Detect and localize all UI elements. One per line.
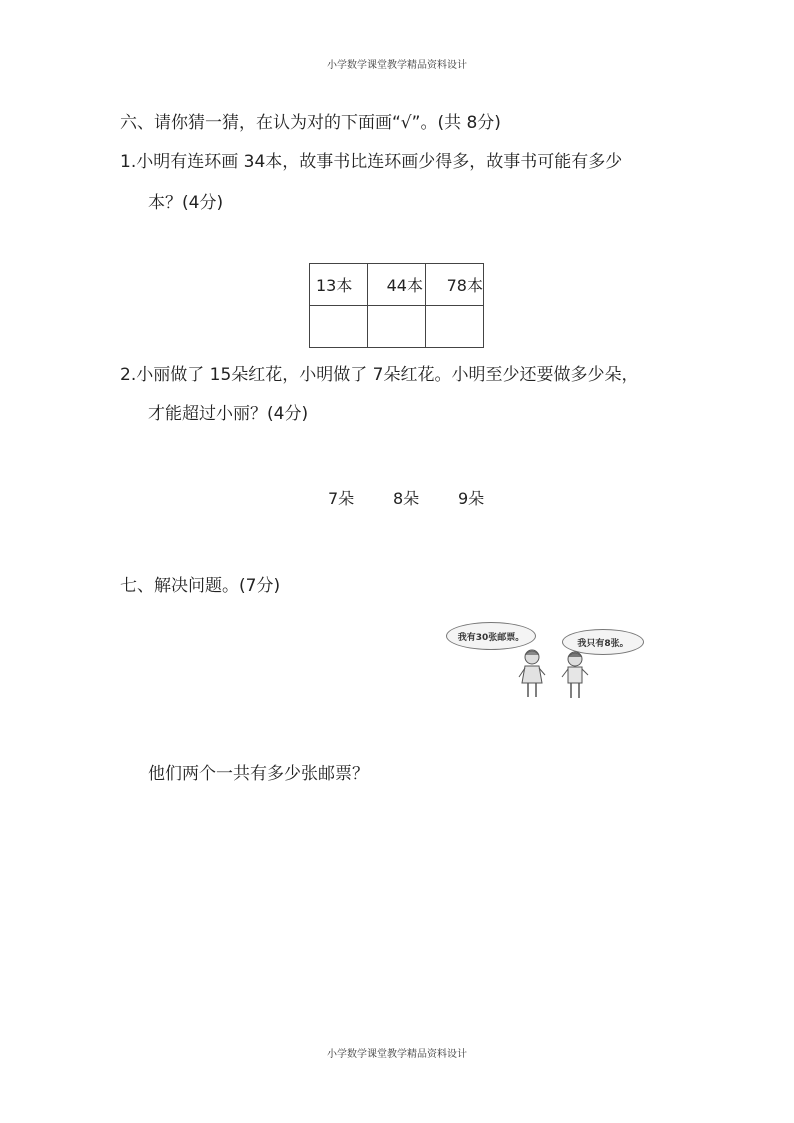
answer-cell[interactable] xyxy=(368,306,426,348)
option-label: 78本 xyxy=(446,276,483,295)
question-2-option-2: 8朵 xyxy=(393,489,420,508)
page-header: 小学数学课堂教学精品资料设计 xyxy=(327,60,467,71)
question-1-line-1: 1.小明有连环画 34本，故事书比连环画少得多，故事书可能有多少 xyxy=(120,152,623,172)
answer-cell[interactable] xyxy=(426,306,484,348)
question-2-line-2: 才能超过小丽？(4分) xyxy=(148,404,309,424)
answer-cell[interactable] xyxy=(310,306,368,348)
question-1-choice-table xyxy=(309,263,484,348)
section-7-title: 七、解决问题。(7分) xyxy=(120,576,281,596)
question-2-line-1: 2.小丽做了 15朵红花，小明做了 7朵红花。小明至少还要做多少朵， xyxy=(120,365,639,385)
section-7-question: 他们两个一共有多少张邮票？ xyxy=(148,764,369,784)
boy-figure-icon xyxy=(557,648,593,700)
question-2-option-1: 7朵 xyxy=(328,489,355,508)
page-footer: 小学数学课堂教学精品资料设计 xyxy=(327,1049,467,1060)
question-2-option-3: 9朵 xyxy=(458,489,485,508)
option-label: 44本 xyxy=(386,276,423,295)
option-cell xyxy=(368,264,426,306)
section-6-title: 六、请你猜一猜，在认为对的下面画“√”。(共 8分) xyxy=(120,113,501,133)
girl-figure-icon xyxy=(512,645,552,700)
option-cell xyxy=(310,264,368,306)
option-cell xyxy=(426,264,484,306)
speech-bubble-right-text: 我只有8张。 xyxy=(577,638,629,649)
option-label: 13本 xyxy=(316,276,353,295)
question-1-line-2: 本？(4分) xyxy=(148,193,224,213)
speech-bubble-left-text: 我有30张邮票。 xyxy=(457,632,525,643)
